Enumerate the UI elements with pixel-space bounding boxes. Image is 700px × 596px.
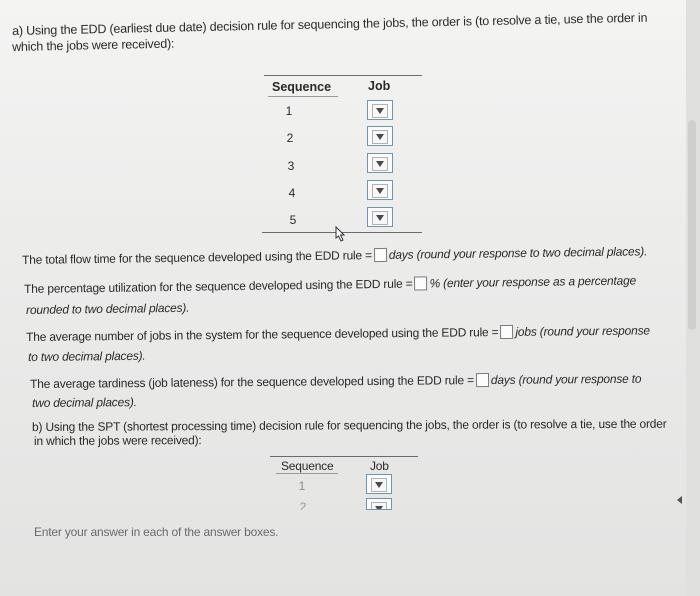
chevron-down-icon — [371, 478, 387, 492]
avg-jobs-line2: to two decimal places). — [28, 348, 146, 364]
job-dropdown-4[interactable] — [367, 180, 393, 200]
job-column-header: Job — [368, 79, 391, 93]
sequence-number-2: 2 — [286, 131, 294, 145]
job-dropdown-2[interactable] — [367, 126, 393, 146]
avg-tardiness-question — [30, 372, 641, 391]
part-b-intro-line1: b) Using the SPT (shortest processing time) decision rule for sequencing the jobs, the order is (to resolve a tie, use the order — [32, 416, 667, 434]
part-a-intro-line2: which the jobs were received): — [12, 36, 175, 54]
job-dropdown-2[interactable] — [366, 498, 392, 510]
table-top-rule — [264, 75, 422, 76]
chevron-left-icon[interactable] — [677, 496, 682, 504]
utilization-question — [24, 273, 636, 296]
utilization-suffix: % (enter your response as a percentage — [429, 273, 637, 291]
footer-instruction: Enter your answer in each of the answer boxes. — [34, 525, 279, 539]
avg-jobs-input[interactable] — [500, 325, 513, 339]
flow-time-input[interactable] — [374, 248, 387, 262]
flow-time-question — [22, 244, 647, 267]
utilization-prefix: The percentage utilization for the sequence developed using the EDD rule = — [24, 276, 413, 296]
chevron-down-icon — [372, 104, 388, 118]
sequence-number-1: 1 — [298, 479, 306, 493]
job-column-header: Job — [370, 459, 389, 473]
job-dropdown-1[interactable] — [367, 100, 393, 120]
chevron-down-icon — [372, 157, 388, 171]
sequence-column-header: Sequence — [272, 80, 332, 94]
job-dropdown-5[interactable] — [367, 207, 393, 227]
scrollbar-thumb[interactable] — [688, 120, 696, 330]
sequence-number-4: 4 — [288, 186, 296, 200]
mouse-pointer-icon — [332, 226, 348, 244]
table-header-rule — [276, 473, 338, 474]
avg-tardiness-input[interactable] — [476, 373, 489, 387]
table-top-rule — [270, 456, 418, 457]
chevron-down-icon — [372, 211, 388, 225]
part-b-intro-line2: in which the jobs were received): — [34, 433, 202, 448]
flow-time-prefix: The total flow time for the sequence developed using the EDD rule = — [22, 248, 372, 267]
avg-jobs-question — [26, 323, 650, 344]
sequence-number-3: 3 — [287, 159, 295, 173]
sequence-number-1: 1 — [285, 104, 293, 118]
utilization-line2: rounded to two decimal places). — [26, 300, 190, 317]
avg-tardiness-line2: two decimal places). — [32, 395, 137, 410]
job-dropdown-3[interactable] — [367, 153, 393, 173]
avg-tardiness-prefix: The average tardiness (job lateness) for the sequence developed using the EDD rule = — [30, 373, 474, 391]
chevron-down-icon — [372, 184, 388, 198]
job-dropdown-1[interactable] — [366, 474, 392, 494]
table-header-rule — [268, 96, 338, 97]
flow-time-suffix: days (round your response to two decimal places). — [388, 244, 648, 262]
sequence-number-2: 2 — [299, 500, 307, 510]
chevron-down-icon — [372, 130, 388, 144]
avg-jobs-suffix: jobs (round your response — [515, 323, 650, 339]
part-a-intro-line1: a) Using the EDD (earliest due date) decision rule for sequencing the jobs, the order is (to resolve a tie, use the order in — [12, 10, 648, 38]
chevron-down-icon — [371, 502, 387, 510]
avg-jobs-prefix: The average number of jobs in the system for the sequence developed using the EDD rule = — [26, 325, 499, 344]
sequence-column-header: Sequence — [281, 459, 334, 473]
avg-tardiness-suffix: days (round your response to — [490, 371, 642, 387]
sequence-number-5: 5 — [289, 213, 297, 227]
utilization-input[interactable] — [414, 276, 427, 290]
